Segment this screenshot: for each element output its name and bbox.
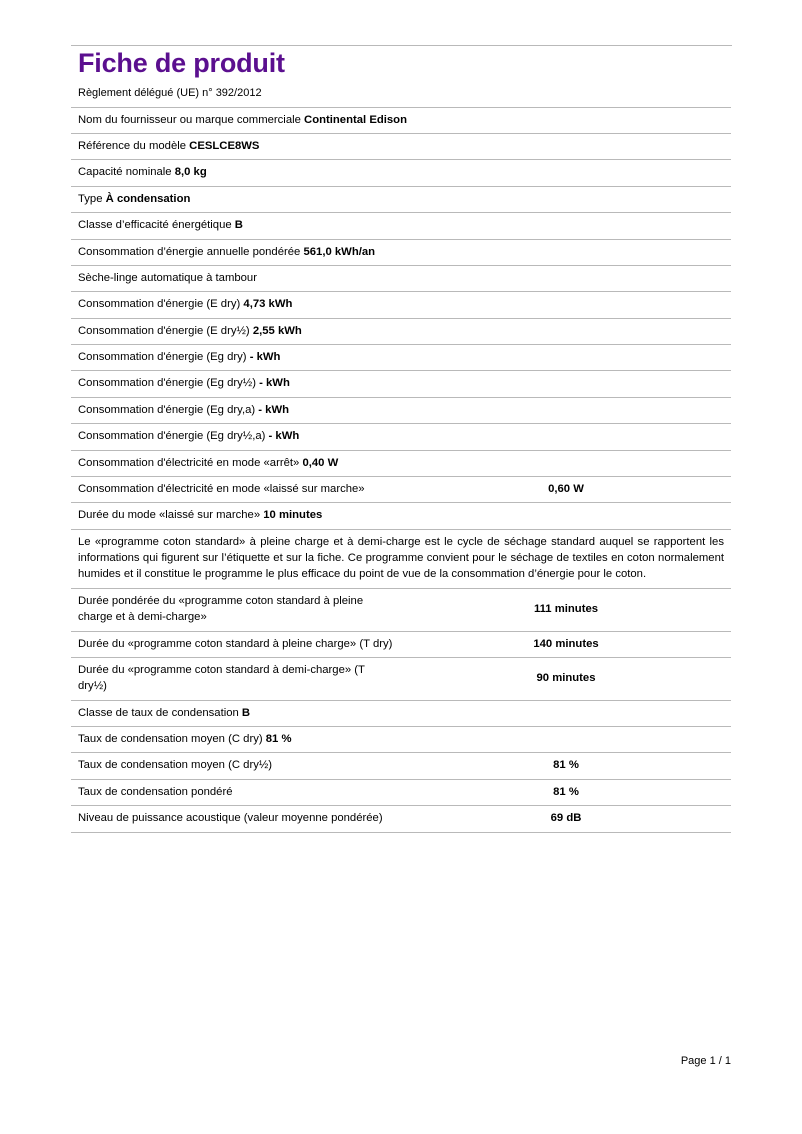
table-row bbox=[71, 753, 731, 779]
table-row bbox=[71, 476, 731, 502]
spec-value bbox=[401, 345, 731, 371]
spec-label bbox=[71, 588, 401, 631]
spec-label bbox=[71, 476, 401, 502]
spec-label-value: 10 minutes bbox=[263, 509, 323, 522]
spec-label-text: Durée pondérée du «programme coton standard à pleine charge et à demi-charge» bbox=[78, 594, 364, 624]
spec-label-value: 4,73 kWh bbox=[243, 298, 293, 311]
spec-label-text: Consommation d'électricité en mode «arrêt» bbox=[78, 456, 303, 469]
table-row bbox=[71, 318, 731, 344]
spec-value bbox=[401, 134, 731, 160]
spec-label bbox=[71, 700, 401, 726]
table-row bbox=[71, 371, 731, 397]
fiche-sheet bbox=[71, 45, 731, 833]
table-row bbox=[71, 397, 731, 423]
spec-label-text: Classe de taux de condensation bbox=[78, 706, 242, 719]
spec-value: 140 minutes bbox=[533, 637, 599, 650]
spec-label-value: Continental Edison bbox=[304, 113, 407, 126]
spec-value: 69 dB bbox=[550, 812, 582, 825]
spec-label bbox=[71, 213, 401, 239]
specification-table bbox=[71, 107, 731, 833]
table-row bbox=[71, 424, 731, 450]
spec-label-value: 0,40 W bbox=[302, 456, 339, 469]
table-row bbox=[71, 213, 731, 239]
spec-label-value: - kWh bbox=[258, 403, 290, 416]
spec-value: 81 % bbox=[553, 785, 579, 798]
spec-label-text: Consommation d'énergie (E dry) bbox=[78, 298, 244, 311]
spec-label-text: Durée du «programme coton standard à demi-charge» (T dry½) bbox=[78, 663, 365, 693]
table-row bbox=[71, 631, 731, 657]
spec-label bbox=[71, 503, 731, 529]
table-row bbox=[71, 134, 731, 160]
spec-value: 90 minutes bbox=[536, 672, 596, 685]
spec-label bbox=[71, 345, 401, 371]
spec-label bbox=[71, 397, 401, 423]
table-row bbox=[71, 292, 731, 318]
spec-label-text: Sèche-linge automatique à tambour bbox=[78, 271, 257, 284]
spec-label-value: - kWh bbox=[249, 351, 281, 364]
spec-label bbox=[71, 779, 401, 805]
spec-value bbox=[401, 318, 731, 344]
spec-label-value: - kWh bbox=[259, 377, 290, 390]
spec-label-value: 8,0 kg bbox=[174, 166, 207, 179]
spec-label-text: Taux de condensation pondéré bbox=[78, 785, 233, 798]
table-row bbox=[71, 186, 731, 212]
spec-value bbox=[401, 397, 731, 423]
table-note-row bbox=[71, 529, 731, 588]
spec-label-text: Consommation d'énergie (E dry½) bbox=[78, 324, 253, 337]
spec-value bbox=[401, 160, 731, 186]
spec-value: 0,60 W bbox=[548, 482, 584, 495]
spec-value bbox=[401, 292, 731, 318]
spec-label-text: Capacité nominale bbox=[78, 166, 175, 179]
spec-label bbox=[71, 134, 401, 160]
table-row bbox=[71, 779, 731, 805]
table-row bbox=[71, 727, 731, 753]
spec-label-value: B bbox=[241, 706, 251, 719]
spec-value bbox=[401, 213, 731, 239]
spec-label bbox=[71, 107, 731, 133]
regulation-subtitle: Règlement délégué (UE) n° 392/2012 bbox=[78, 86, 262, 99]
spec-label-value: 561,0 kWh/an bbox=[303, 245, 376, 258]
spec-label bbox=[71, 318, 401, 344]
spec-value: 81 % bbox=[553, 759, 579, 772]
spec-label bbox=[71, 292, 401, 318]
spec-label-text: Référence du modèle bbox=[78, 140, 190, 153]
spec-label bbox=[71, 657, 401, 700]
table-row bbox=[71, 806, 731, 832]
spec-label bbox=[71, 806, 401, 832]
spec-label bbox=[71, 450, 401, 476]
standard-programme-note: Le «programme coton standard» à pleine charge et à demi-charge est le cycle de séchage standard auquel se rapportent les informations qui figurent sur l’étiquette et sur la fiche. Ce programme convient pour le séchage de textiles en coton normalement humides et il constitue le programme le plus efficace du point de vue de la consommation d’énergie pour le coton. bbox=[78, 535, 724, 581]
table-row bbox=[71, 160, 731, 186]
table-row bbox=[71, 503, 731, 529]
table-row bbox=[71, 265, 731, 291]
page-title: Fiche de produit bbox=[78, 48, 285, 78]
spec-label-text: Niveau de puissance acoustique (valeur moyenne pondérée) bbox=[78, 812, 383, 825]
spec-label-value: 81 % bbox=[265, 733, 292, 746]
spec-label-text: Consommation d'énergie (Eg dry,a) bbox=[78, 403, 259, 416]
table-row bbox=[71, 700, 731, 726]
spec-label-value: À condensation bbox=[105, 192, 191, 205]
spec-label-text: Consommation d'électricité en mode «laissé sur marche» bbox=[78, 482, 365, 495]
specification-table-body bbox=[71, 107, 731, 832]
spec-label bbox=[71, 265, 731, 291]
spec-value bbox=[401, 450, 731, 476]
spec-label-text: Taux de condensation moyen (C dry) bbox=[78, 733, 266, 746]
spec-label-value: B bbox=[234, 219, 243, 232]
spec-label-text: Consommation d’énergie annuelle pondérée bbox=[78, 245, 304, 258]
spec-label bbox=[71, 424, 401, 450]
spec-label-text: Consommation d'énergie (Eg dry½,a) bbox=[78, 430, 269, 443]
table-row bbox=[71, 588, 731, 631]
spec-value bbox=[401, 700, 731, 726]
spec-label-text: Taux de condensation moyen (C dry½) bbox=[78, 759, 273, 772]
spec-label bbox=[71, 631, 401, 657]
spec-label-text: Durée du mode «laissé sur marche» bbox=[78, 509, 264, 522]
spec-label bbox=[71, 371, 401, 397]
spec-value: 111 minutes bbox=[533, 603, 599, 615]
table-row bbox=[71, 107, 731, 133]
spec-label-text: Consommation d'énergie (Eg dry) bbox=[78, 351, 250, 364]
spec-value bbox=[401, 727, 731, 753]
spec-label-text: Type bbox=[78, 192, 106, 205]
spec-value bbox=[401, 371, 731, 397]
spec-label-value: CESLCE8WS bbox=[189, 140, 260, 153]
table-row bbox=[71, 657, 731, 700]
spec-label-text: Classe d’efficacité énergétique bbox=[78, 219, 235, 232]
spec-label-value: - kWh bbox=[268, 430, 300, 443]
spec-value bbox=[401, 424, 731, 450]
spec-label bbox=[71, 239, 731, 265]
spec-label-value: 2,55 kWh bbox=[252, 324, 302, 337]
spec-label-text: Nom du fournisseur ou marque commerciale bbox=[78, 113, 305, 126]
table-row bbox=[71, 239, 731, 265]
spec-label-text: Consommation d'énergie (Eg dry½) bbox=[78, 377, 260, 390]
spec-label bbox=[71, 753, 401, 779]
table-row bbox=[71, 345, 731, 371]
spec-label-text: Durée du «programme coton standard à pleine charge» (T dry) bbox=[78, 637, 393, 650]
spec-label bbox=[71, 727, 401, 753]
page-footer: Page 1 / 1 bbox=[680, 1055, 731, 1067]
spec-label bbox=[71, 186, 401, 212]
spec-label bbox=[71, 160, 401, 186]
table-row bbox=[71, 450, 731, 476]
spec-value bbox=[401, 186, 731, 212]
